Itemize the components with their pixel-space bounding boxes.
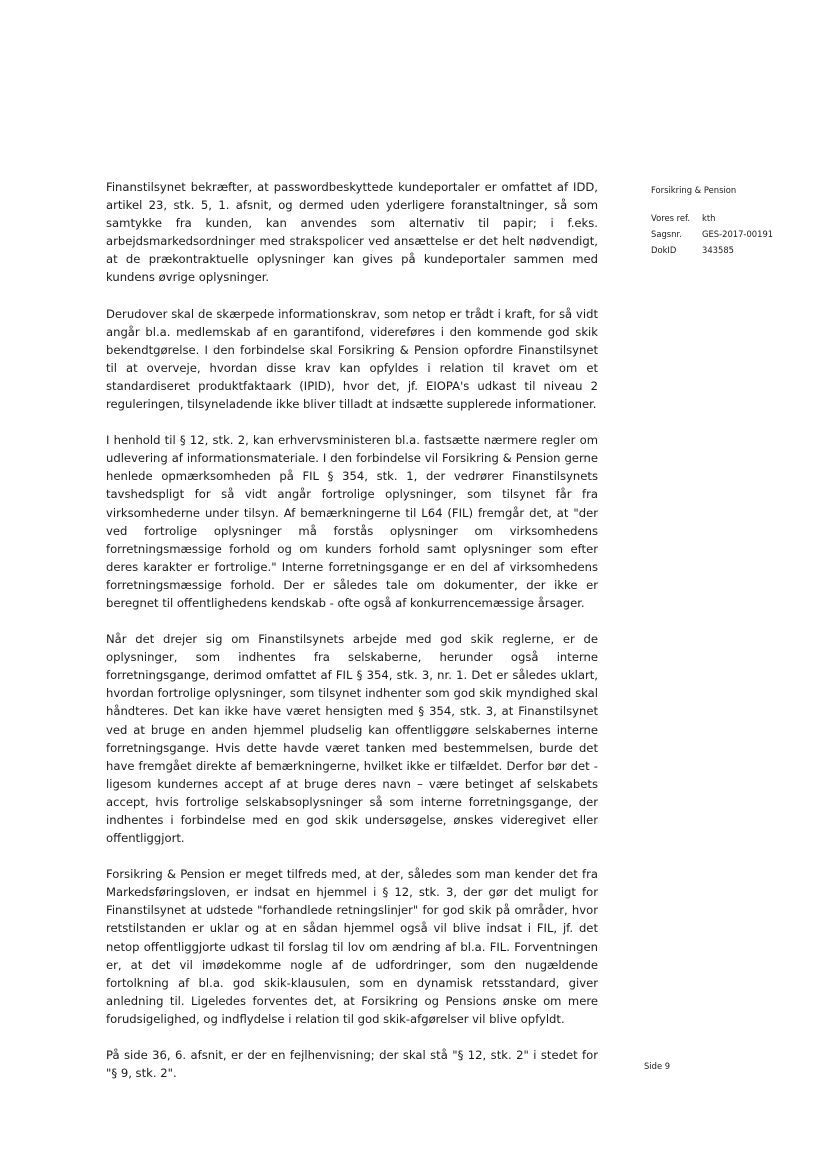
- organization-name: Forsikring & Pension: [651, 185, 737, 195]
- meta-label: DokID: [651, 245, 677, 255]
- meta-row-reference: [651, 210, 821, 226]
- body-paragraph: Forsikring & Pension er meget tilfreds med, at der, således som man kender det fra Markedsføringsloven, er indsat en hjemmel i § 12, stk. 3, der gør det muligt for Finanstilsynet at udstede "forhandlede retningslinjer" for god skik på områder, hvor retstilstanden er uklar og at en sådan hjemmel også vil blive indsat i FIL, jf. det netop offentliggjorte udkast til forslag til lov om ændring af bl.a. FIL. Forventningen er, at det vil imødekomme nogle af de udfordringer, som den nugældende fortolkning af bl.a. god skik-klausulen, som en dynamisk retsstandard, giver anledning til. Ligeledes forventes det, at Forsikring og Pensions ønske om mere forudsigelighed, og indflydelse i relation til god skik-afgørelser vil blive opfyldt.: [106, 867, 598, 1026]
- document-body: [106, 178, 598, 1100]
- document-sidebar: [651, 182, 821, 258]
- meta-value: kth: [702, 213, 716, 223]
- page-number: Side 9: [644, 1061, 671, 1071]
- meta-value: 343585: [702, 245, 734, 255]
- body-paragraph: I henhold til § 12, stk. 2, kan erhvervsministeren bl.a. fastsætte nærmere regler om udlevering af informationsmateriale. I den forbindelse vil Forsikring & Pension gerne henlede opmærksomheden på FIL § 354, stk. 1, der vedrører Finanstilsynets tavshedspligt for så vidt angår fortrolige oplysninger, som tilsynet får fra virksomhederne under tilsyn. Af bemærkningerne til L64 (FIL) fremgår det, at "der ved fortrolige oplysninger må forstås oplysninger om virksomhedens forretningsmæssige forhold og om kunders forhold samt oplysninger som efter deres karakter er fortrolige." Interne forretningsgange er en del af virksomhedens forretningsmæssige forhold. Der er således tale om dokumenter, der ikke er beregnet til offentlighedens kendskab - ofte også af konkurrencemæssige årsager.: [106, 433, 598, 610]
- meta-value: GES-2017-00191: [702, 229, 774, 239]
- body-paragraph: Derudover skal de skærpede informationskrav, som netop er trådt i kraft, for så vidt angår bl.a. medlemskab af en garantifond, videreføres i den kommende god skik bekendtgørelse. I den forbindelse skal Forsikring & Pension opfordre Finanstilsynet til at overveje, hvordan disse krav kan opfyldes i relation til kravet om et standardiseret produktfaktaark (IPID), hvor det, jf. EIOPA's udkast til niveau 2 reguleringen, tilsyneladende ikke bliver tilladt at indsætte supplerede informationer.: [106, 306, 598, 412]
- meta-row-case-number: [651, 226, 821, 242]
- meta-row-document-id: [651, 242, 821, 258]
- meta-label: Sagsnr.: [651, 229, 682, 239]
- body-paragraph: Når det drejer sig om Finanstilsynets arbejde med god skik reglerne, er de oplysninger, som indhentes fra selskaberne, herunder også interne forretningsgange, derimod omfattet af FIL § 354, stk. 3, nr. 1. Det er således uklart, hvordan fortrolige oplysninger, som tilsynet indhenter som god skik myndighed skal håndteres. Det kan ikke have været hensigten med § 354, stk. 3, at Finanstilsynet ved at bruge en anden hjemmel pludselig kan offentliggøre selskabernes interne forretningsgange. Hvis dette havde været tanken med bestemmelsen, burde det have fremgået direkte af bemærkningerne, hvilket ikke er tilfældet. Derfor bør det - ligesom kundernes accept af at bruge deres navn – være betinget af selskabets accept, hvis fortrolige selskabsoplysninger så som interne forretningsgange, der indhentes i forbindelse med en god skik undersøgelse, ønskes videregivet eller offentliggjort.: [106, 632, 598, 846]
- body-paragraph: Finanstilsynet bekræfter, at passwordbeskyttede kundeportaler er omfattet af IDD, artikel 23, stk. 5, 1. afsnit, og dermed uden yderligere foranstaltninger, så som samtykke fra kunden, kan anvendes som alternativ til papir; i f.eks. arbejdsmarkedsordninger med strakspolicer ved ansættelse er det helt nødvendigt, at de prækontraktuelle oplysninger kan gives på kundeportaler sammen med kundens øvrige oplysninger.: [106, 180, 598, 285]
- body-paragraph: På side 36, 6. afsnit, er der en fejlhenvisning; der skal stå "§ 12, stk. 2" i stedet for "§ 9, stk. 2".: [106, 1048, 598, 1081]
- meta-label: Vores ref.: [651, 213, 691, 223]
